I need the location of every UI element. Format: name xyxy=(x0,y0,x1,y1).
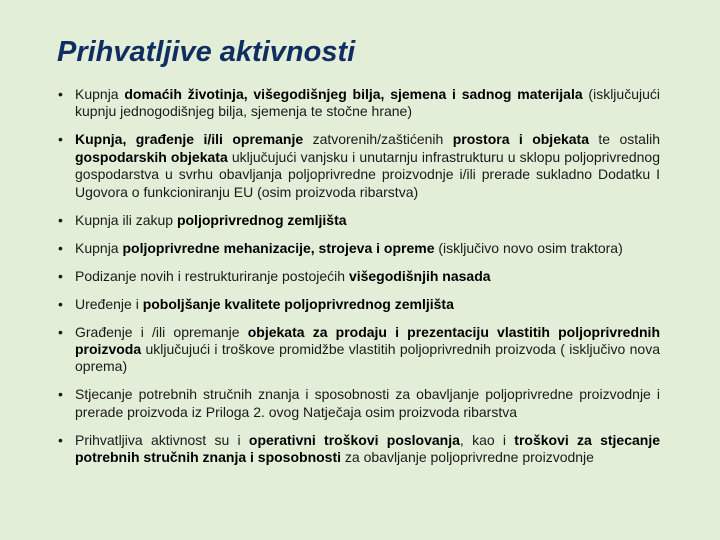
list-item xyxy=(58,131,660,201)
item-text: Podizanje novih i restrukturiranje postojećih xyxy=(75,267,349,284)
bold-text: objekata za prodaju i prezentaciju vlastitih poljoprivrednih proizvoda xyxy=(75,323,660,358)
list-item xyxy=(58,212,660,229)
bullet-icon: • xyxy=(58,131,63,148)
item-text: Kupnja ili zakup xyxy=(75,211,177,228)
bullet-icon: • xyxy=(58,239,63,256)
bullet-icon: • xyxy=(58,431,63,448)
bold-text: domaćih životinja, višegodišnjeg bilja, sjemena i sadnog materijala xyxy=(124,86,583,102)
slide-title: Prihvatljive aktivnosti xyxy=(57,36,356,68)
item-text: uključujući i troškove promidžbe vlastitih poljoprivrednih proizvoda ( isključivo nova oprema) xyxy=(75,341,660,375)
bullet-icon: • xyxy=(58,323,63,340)
item-text: , kao i xyxy=(459,431,515,448)
item-text: Prihvatljiva aktivnost su i xyxy=(75,431,249,448)
bold-text: prostora i objekata xyxy=(452,131,590,148)
item-text: te ostalih xyxy=(589,131,660,148)
bold-text: poljoprivrednog zemljišta xyxy=(176,211,347,228)
bold-text: poboljšanje kvalitete poljoprivrednog zemljišta xyxy=(142,295,454,312)
bold-text: troškovi za stjecanje potrebnih stručnih znanja i sposobnosti xyxy=(75,431,660,466)
list-item xyxy=(58,86,660,121)
item-text: za obavljanje poljoprivredne proizvodnje xyxy=(341,449,594,466)
item-text: Kupnja xyxy=(75,239,123,256)
bold-text: operativni troškovi poslovanja xyxy=(248,431,460,448)
item-text: zatvorenih/zaštićenih xyxy=(303,131,453,148)
item-text: Građenje i /ili opremanje xyxy=(75,323,248,340)
list-item xyxy=(58,386,660,421)
bold-text: višegodišnjih nasada xyxy=(348,267,491,284)
item-text: Kupnja xyxy=(75,86,125,102)
item-text: Stjecanje potrebnih stručnih znanja i sposobnosti za obavljanje poljoprivredne proizvodnje i prerade proizvoda iz Priloga 2. ovog Natječaja osim proizvoda ribarstva xyxy=(75,386,660,420)
list-item xyxy=(58,324,660,376)
item-text: (isključivo novo osim traktora) xyxy=(434,239,623,256)
bold-text: Kupnja, građenje i/ili opremanje xyxy=(75,131,304,148)
list-item xyxy=(58,240,660,257)
bold-text: poljoprivredne mehanizacije, strojeva i opreme xyxy=(122,239,435,256)
item-text: (isključujući kupnju jednogodišnjeg bilja, sjemenja te stočne hrane) xyxy=(75,86,660,120)
item-text: uključujući vanjsku i unutarnju infrastrukturu u sklopu poljoprivrednog gospodarstva u svrhu obavljanja poljoprivredne proizvodnje i/ili prerade sukladno Dodatku I Ugovora o funkcioniranju EU (osim proizvoda ribarstva) xyxy=(75,148,661,200)
bullet-icon: • xyxy=(58,386,63,403)
bullet-icon: • xyxy=(58,86,63,102)
activities-list xyxy=(58,86,660,477)
list-item xyxy=(58,268,660,285)
list-item xyxy=(58,432,660,467)
list-item xyxy=(58,296,660,313)
bullet-icon: • xyxy=(58,211,63,228)
bullet-icon: • xyxy=(58,295,63,312)
bullet-icon: • xyxy=(58,267,63,284)
item-text: Uređenje i xyxy=(75,295,143,312)
bold-text: gospodarskih objekata xyxy=(75,148,228,165)
